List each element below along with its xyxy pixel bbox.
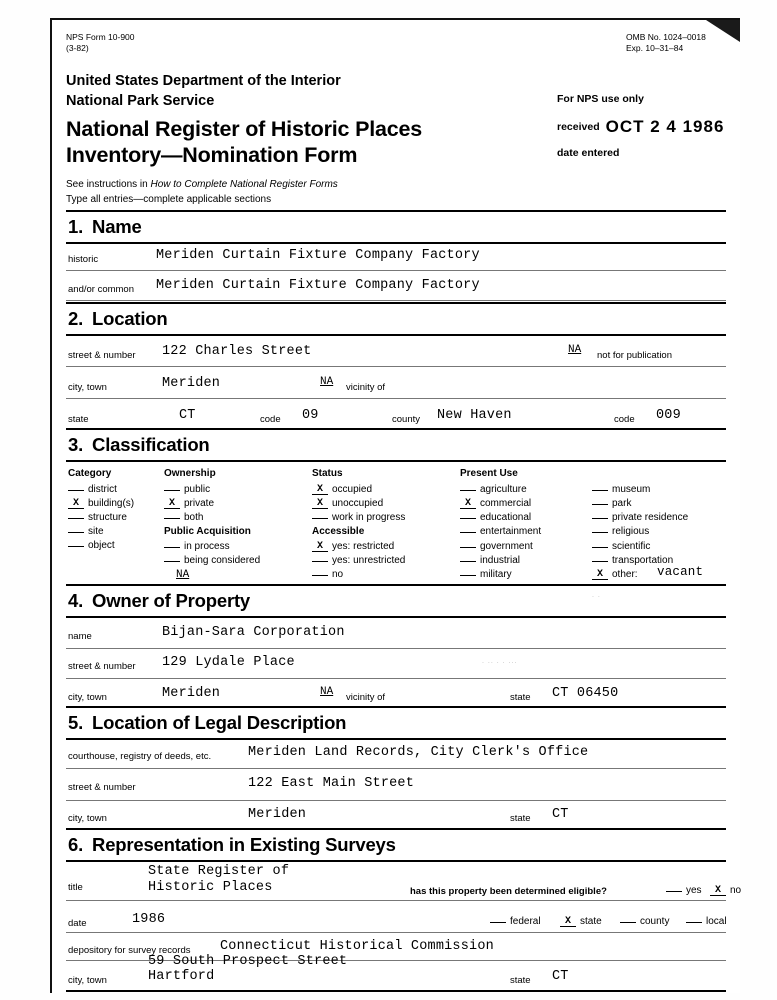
status-work-in-progress-mark <box>312 518 328 519</box>
owner-vicinity-mark: NA <box>320 686 334 698</box>
use-entertainment-label: entertainment <box>480 526 542 537</box>
use-option-government[interactable] <box>460 541 533 552</box>
eligible-no-label: no <box>730 885 742 896</box>
instruction-italic: How to Complete National Register Forms <box>150 179 338 190</box>
accessible-no-label: no <box>332 569 344 580</box>
owner-city-value: Meriden <box>162 686 221 701</box>
category-buildings-label: building(s) <box>88 498 135 509</box>
accessible-option-yes-restricted[interactable] <box>312 541 394 552</box>
legal-state-label: state <box>510 813 531 824</box>
owner-state-value: CT 06450 <box>552 686 619 701</box>
use-scientific-mark <box>592 547 608 548</box>
nps-date-entered-row <box>557 148 724 159</box>
ownership-private-label: private <box>184 498 215 509</box>
page-title-line1: National Register of Historic Places <box>66 117 423 141</box>
rule-section6-top <box>66 828 726 830</box>
owner-street-label: street & number <box>68 661 136 672</box>
section3-number: 3. <box>68 434 84 455</box>
level-state-label: state <box>580 916 602 927</box>
form-number-block <box>66 32 135 53</box>
level-federal-mark <box>490 922 506 923</box>
section4-title: Owner of Property <box>92 590 251 611</box>
eligible-no-mark: X <box>710 886 726 896</box>
accessible-option-yes-unrestricted[interactable] <box>312 555 405 566</box>
acquisition-in-process-label: in process <box>184 541 230 552</box>
use-option-agriculture[interactable] <box>460 484 527 495</box>
city-town-label-2: city, town <box>68 382 107 393</box>
common-label: and/or common <box>68 284 135 295</box>
rule-courthouse <box>66 768 726 769</box>
accessible-yes-unrestricted-label: yes: unrestricted <box>332 555 406 566</box>
rule-section2-top <box>66 302 726 304</box>
section5-heading <box>68 712 346 734</box>
rule-common <box>66 300 726 301</box>
historic-value: Meriden Curtain Fixture Company Factory <box>156 248 480 263</box>
status-option-work-in-progress[interactable] <box>312 512 405 523</box>
omb-block <box>626 32 706 53</box>
agency-service: National Park Service <box>66 92 215 109</box>
use-commercial-label: commercial <box>480 498 532 509</box>
eligible-yes-mark <box>666 891 682 892</box>
use-transportation-label: transportation <box>612 555 674 566</box>
nps-received-stamp: OCT 2 4 1986 <box>605 116 725 136</box>
level-option-federal[interactable] <box>490 916 541 927</box>
present-use-column-heading: Present Use <box>460 468 518 479</box>
use-educational-label: educational <box>480 512 532 523</box>
category-option-object[interactable] <box>68 540 115 551</box>
page-title <box>66 116 422 168</box>
owner-vicinity-label: vicinity of <box>346 692 386 703</box>
street-number-label-2: street & number <box>68 350 136 361</box>
state-code-label-2: code <box>260 414 281 425</box>
use-other-value: vacant <box>657 565 704 579</box>
legal-street-value: 122 East Main Street <box>248 776 415 791</box>
category-district-label: district <box>88 484 117 495</box>
use-other-mark: X <box>592 570 608 580</box>
instruction-line1 <box>66 178 338 193</box>
acquisition-being-considered-mark <box>164 561 180 562</box>
courthouse-value: Meriden Land Records, City Clerk's Office <box>248 745 589 760</box>
status-column-heading: Status <box>312 468 343 479</box>
use-park-label: park <box>612 498 632 509</box>
section6-title: Representation in Existing Surveys <box>92 834 396 855</box>
accessible-yes-restricted-label: yes: restricted <box>332 541 395 552</box>
eligible-question: has this property been determined eligible? <box>410 886 607 897</box>
rule-street-2 <box>66 366 726 367</box>
use-museum-mark <box>592 490 608 491</box>
scan-smudge-1: . . <box>592 592 601 599</box>
rule-section4-top <box>66 584 726 586</box>
street-number-value-2: 122 Charles Street <box>162 344 312 359</box>
city-town-value-2: Meriden <box>162 376 221 391</box>
use-option-scientific[interactable] <box>592 541 650 552</box>
category-option-buildings[interactable] <box>68 498 134 509</box>
acquisition-being-considered-label: being considered <box>184 555 261 566</box>
category-structure-mark <box>68 518 84 519</box>
category-structure-label: structure <box>88 512 127 523</box>
public-acquisition-na: NA <box>176 569 190 581</box>
legal-city-value: Meriden <box>248 807 307 822</box>
vicinity-label-2: vicinity of <box>346 382 386 393</box>
nps-date-entered-label: date entered <box>557 146 620 159</box>
ownership-both-label: both <box>184 512 204 523</box>
nps-use-heading: For NPS use only <box>557 93 644 105</box>
category-site-mark <box>68 532 84 533</box>
ownership-column-heading: Ownership <box>164 468 216 479</box>
status-unoccupied-mark: X <box>312 499 328 509</box>
state-value-2: CT <box>179 408 196 423</box>
owner-name-label: name <box>68 631 92 642</box>
use-entertainment-mark <box>460 532 476 533</box>
rule-section1-top <box>66 210 726 212</box>
eligible-option-yes[interactable] <box>666 885 702 896</box>
use-religious-label: religious <box>612 526 650 537</box>
vicinity-mark-2: NA <box>320 376 334 388</box>
section3-title: Classification <box>92 434 210 455</box>
status-occupied-mark: X <box>312 485 328 495</box>
use-agriculture-label: agriculture <box>480 484 527 495</box>
depository-value: Connecticut Historical Commission <box>220 939 494 954</box>
ownership-private-mark: X <box>164 499 180 509</box>
category-buildings-mark: X <box>68 499 84 509</box>
category-object-label: object <box>88 540 115 551</box>
category-column-heading: Category <box>68 468 112 479</box>
instruction-line2: Type all entries—complete applicable sections <box>66 193 272 205</box>
use-military-label: military <box>480 569 512 580</box>
section6-number: 6. <box>68 834 84 855</box>
county-code-label-2: code <box>614 414 635 425</box>
use-commercial-mark: X <box>460 499 476 509</box>
category-option-district[interactable] <box>68 484 117 495</box>
agency-block <box>66 72 341 111</box>
county-value-2: New Haven <box>437 408 512 423</box>
public-acquisition-heading: Public Acquisition <box>164 526 251 537</box>
eligible-option-no[interactable] <box>710 885 741 896</box>
acquisition-option-in-process[interactable] <box>164 541 230 552</box>
level-option-state[interactable] <box>560 916 602 927</box>
use-park-mark <box>592 504 608 505</box>
owner-city-label: city, town <box>68 692 107 703</box>
nomination-form-sheet <box>50 18 740 993</box>
rule-legal-street <box>66 800 726 801</box>
use-option-museum[interactable] <box>592 484 650 495</box>
use-scientific-label: scientific <box>612 541 651 552</box>
owner-name-value: Bijan-Sara Corporation <box>162 625 345 640</box>
depository-city-value-line1: 59 South Prospect Street <box>148 954 348 969</box>
agency-department: United States Department of the Interior <box>66 73 341 89</box>
ownership-public-mark <box>164 490 180 491</box>
depository-city-label: city, town <box>68 975 107 986</box>
legal-street-label: street & number <box>68 782 136 793</box>
page-title-line2: Inventory—Nomination Form <box>66 143 358 168</box>
level-state-mark: X <box>560 917 576 927</box>
rule-section6-bottom <box>66 860 726 862</box>
survey-title-value-line2: Historic Places <box>148 880 273 895</box>
category-district-mark <box>68 490 84 491</box>
not-for-publication-label: not for publication <box>597 350 672 361</box>
rule-section5-top <box>66 706 726 708</box>
nps-received-row <box>557 118 724 135</box>
level-county-label: county <box>640 916 670 927</box>
rule-section4-bottom <box>66 616 726 618</box>
category-option-site[interactable] <box>68 526 104 537</box>
depository-state-value: CT <box>552 969 569 984</box>
instructions <box>66 178 338 207</box>
use-option-commercial[interactable] <box>460 498 531 509</box>
section5-number: 5. <box>68 712 84 733</box>
use-private-residence-label: private residence <box>612 512 689 523</box>
category-object-mark <box>68 546 84 547</box>
use-educational-mark <box>460 518 476 519</box>
survey-date-label: date <box>68 918 87 929</box>
use-option-industrial[interactable] <box>460 555 520 566</box>
owner-state-label: state <box>510 692 531 703</box>
legal-state-value: CT <box>552 807 569 822</box>
legal-city-label: city, town <box>68 813 107 824</box>
use-industrial-mark <box>460 561 476 562</box>
level-option-county[interactable] <box>620 916 669 927</box>
use-industrial-label: industrial <box>480 555 521 566</box>
level-county-mark <box>620 922 636 923</box>
common-value: Meriden Curtain Fixture Company Factory <box>156 278 480 293</box>
rule-survey-date <box>66 932 726 933</box>
category-option-structure[interactable] <box>68 512 127 523</box>
rule-city-2 <box>66 398 726 399</box>
section6-heading <box>68 834 396 856</box>
use-option-religious[interactable] <box>592 526 649 537</box>
section3-heading <box>68 434 210 456</box>
use-government-label: government <box>480 541 533 552</box>
depository-state-label: state <box>510 975 531 986</box>
rule-historic <box>66 270 726 271</box>
accessible-no-mark <box>312 575 328 576</box>
use-option-other[interactable] <box>592 569 638 580</box>
ownership-option-public[interactable] <box>164 484 210 495</box>
accessible-yes-unrestricted-mark <box>312 561 328 562</box>
acquisition-in-process-mark <box>164 547 180 548</box>
section2-number: 2. <box>68 308 84 329</box>
rule-section3-bottom <box>66 460 726 462</box>
section1-title: Name <box>92 216 142 237</box>
use-museum-label: museum <box>612 484 651 495</box>
scan-smudge-2: . .. . . ... <box>482 658 518 665</box>
accessible-heading: Accessible <box>312 526 365 537</box>
status-option-unoccupied[interactable] <box>312 498 383 509</box>
rule-section2-bottom <box>66 334 726 336</box>
omb-expiration: Exp. 10–31–84 <box>626 42 684 53</box>
rule-section6-end <box>66 990 726 992</box>
level-federal-label: federal <box>510 916 541 927</box>
rule-section3-top <box>66 428 726 430</box>
page-corner-mark <box>706 20 740 42</box>
ownership-option-both[interactable] <box>164 512 203 523</box>
survey-title-label: title <box>68 882 83 893</box>
status-occupied-label: occupied <box>332 484 373 495</box>
omb-number: OMB No. 1024–0018 <box>626 32 706 42</box>
acquisition-option-being-considered[interactable] <box>164 555 260 566</box>
rule-owner-street <box>66 678 726 679</box>
section4-heading <box>68 590 250 612</box>
accessible-option-no[interactable] <box>312 569 343 580</box>
section1-heading <box>68 216 142 238</box>
accessible-yes-restricted-mark: X <box>312 542 328 552</box>
use-government-mark <box>460 547 476 548</box>
use-option-private-residence[interactable] <box>592 512 688 523</box>
level-local-mark <box>686 922 702 923</box>
nps-received-label: received <box>557 120 600 133</box>
rule-survey-title <box>66 900 726 901</box>
use-option-park[interactable] <box>592 498 631 509</box>
rule-section1-bottom <box>66 242 726 244</box>
state-label-2: state <box>68 414 89 425</box>
county-code-value-2: 009 <box>656 408 681 423</box>
use-option-educational[interactable] <box>460 512 531 523</box>
state-code-value-2: 09 <box>302 408 319 423</box>
use-option-entertainment[interactable] <box>460 526 541 537</box>
status-work-in-progress-label: work in progress <box>332 512 406 523</box>
historic-label: historic <box>68 254 99 265</box>
use-transportation-mark <box>592 561 608 562</box>
rule-owner-name <box>66 648 726 649</box>
use-military-mark <box>460 575 476 576</box>
owner-street-value: 129 Lydale Place <box>162 655 295 670</box>
use-option-military[interactable] <box>460 569 512 580</box>
status-unoccupied-label: unoccupied <box>332 498 384 509</box>
section2-heading <box>68 308 168 330</box>
use-other-label: other: <box>612 569 638 580</box>
ownership-public-label: public <box>184 484 211 495</box>
not-for-publication-mark: NA <box>568 344 582 356</box>
section5-title: Location of Legal Description <box>92 712 347 733</box>
survey-date-value: 1986 <box>132 912 166 927</box>
courthouse-label: courthouse, registry of deeds, etc. <box>68 751 212 762</box>
depository-label: depository for survey records <box>68 945 191 956</box>
category-site-label: site <box>88 526 104 537</box>
level-local-label: local <box>706 916 727 927</box>
section1-number: 1. <box>68 216 84 237</box>
county-label-2: county <box>392 414 420 425</box>
eligible-yes-label: yes <box>686 885 702 896</box>
ownership-both-mark <box>164 518 180 519</box>
rule-section5-bottom <box>66 738 726 740</box>
use-religious-mark <box>592 532 608 533</box>
form-number: NPS Form 10-900 <box>66 32 135 42</box>
status-option-occupied[interactable] <box>312 484 372 495</box>
section4-number: 4. <box>68 590 84 611</box>
section2-title: Location <box>92 308 168 329</box>
nps-use-only-block <box>557 94 724 171</box>
survey-title-value-line1: State Register of <box>148 864 290 879</box>
use-agriculture-mark <box>460 490 476 491</box>
form-revision: (3-82) <box>66 42 89 53</box>
ownership-option-private[interactable] <box>164 498 214 509</box>
instruction-prefix: See instructions in <box>66 179 151 190</box>
depository-city-value-line2: Hartford <box>148 969 215 984</box>
use-private-residence-mark <box>592 518 608 519</box>
level-option-local[interactable] <box>686 916 727 927</box>
